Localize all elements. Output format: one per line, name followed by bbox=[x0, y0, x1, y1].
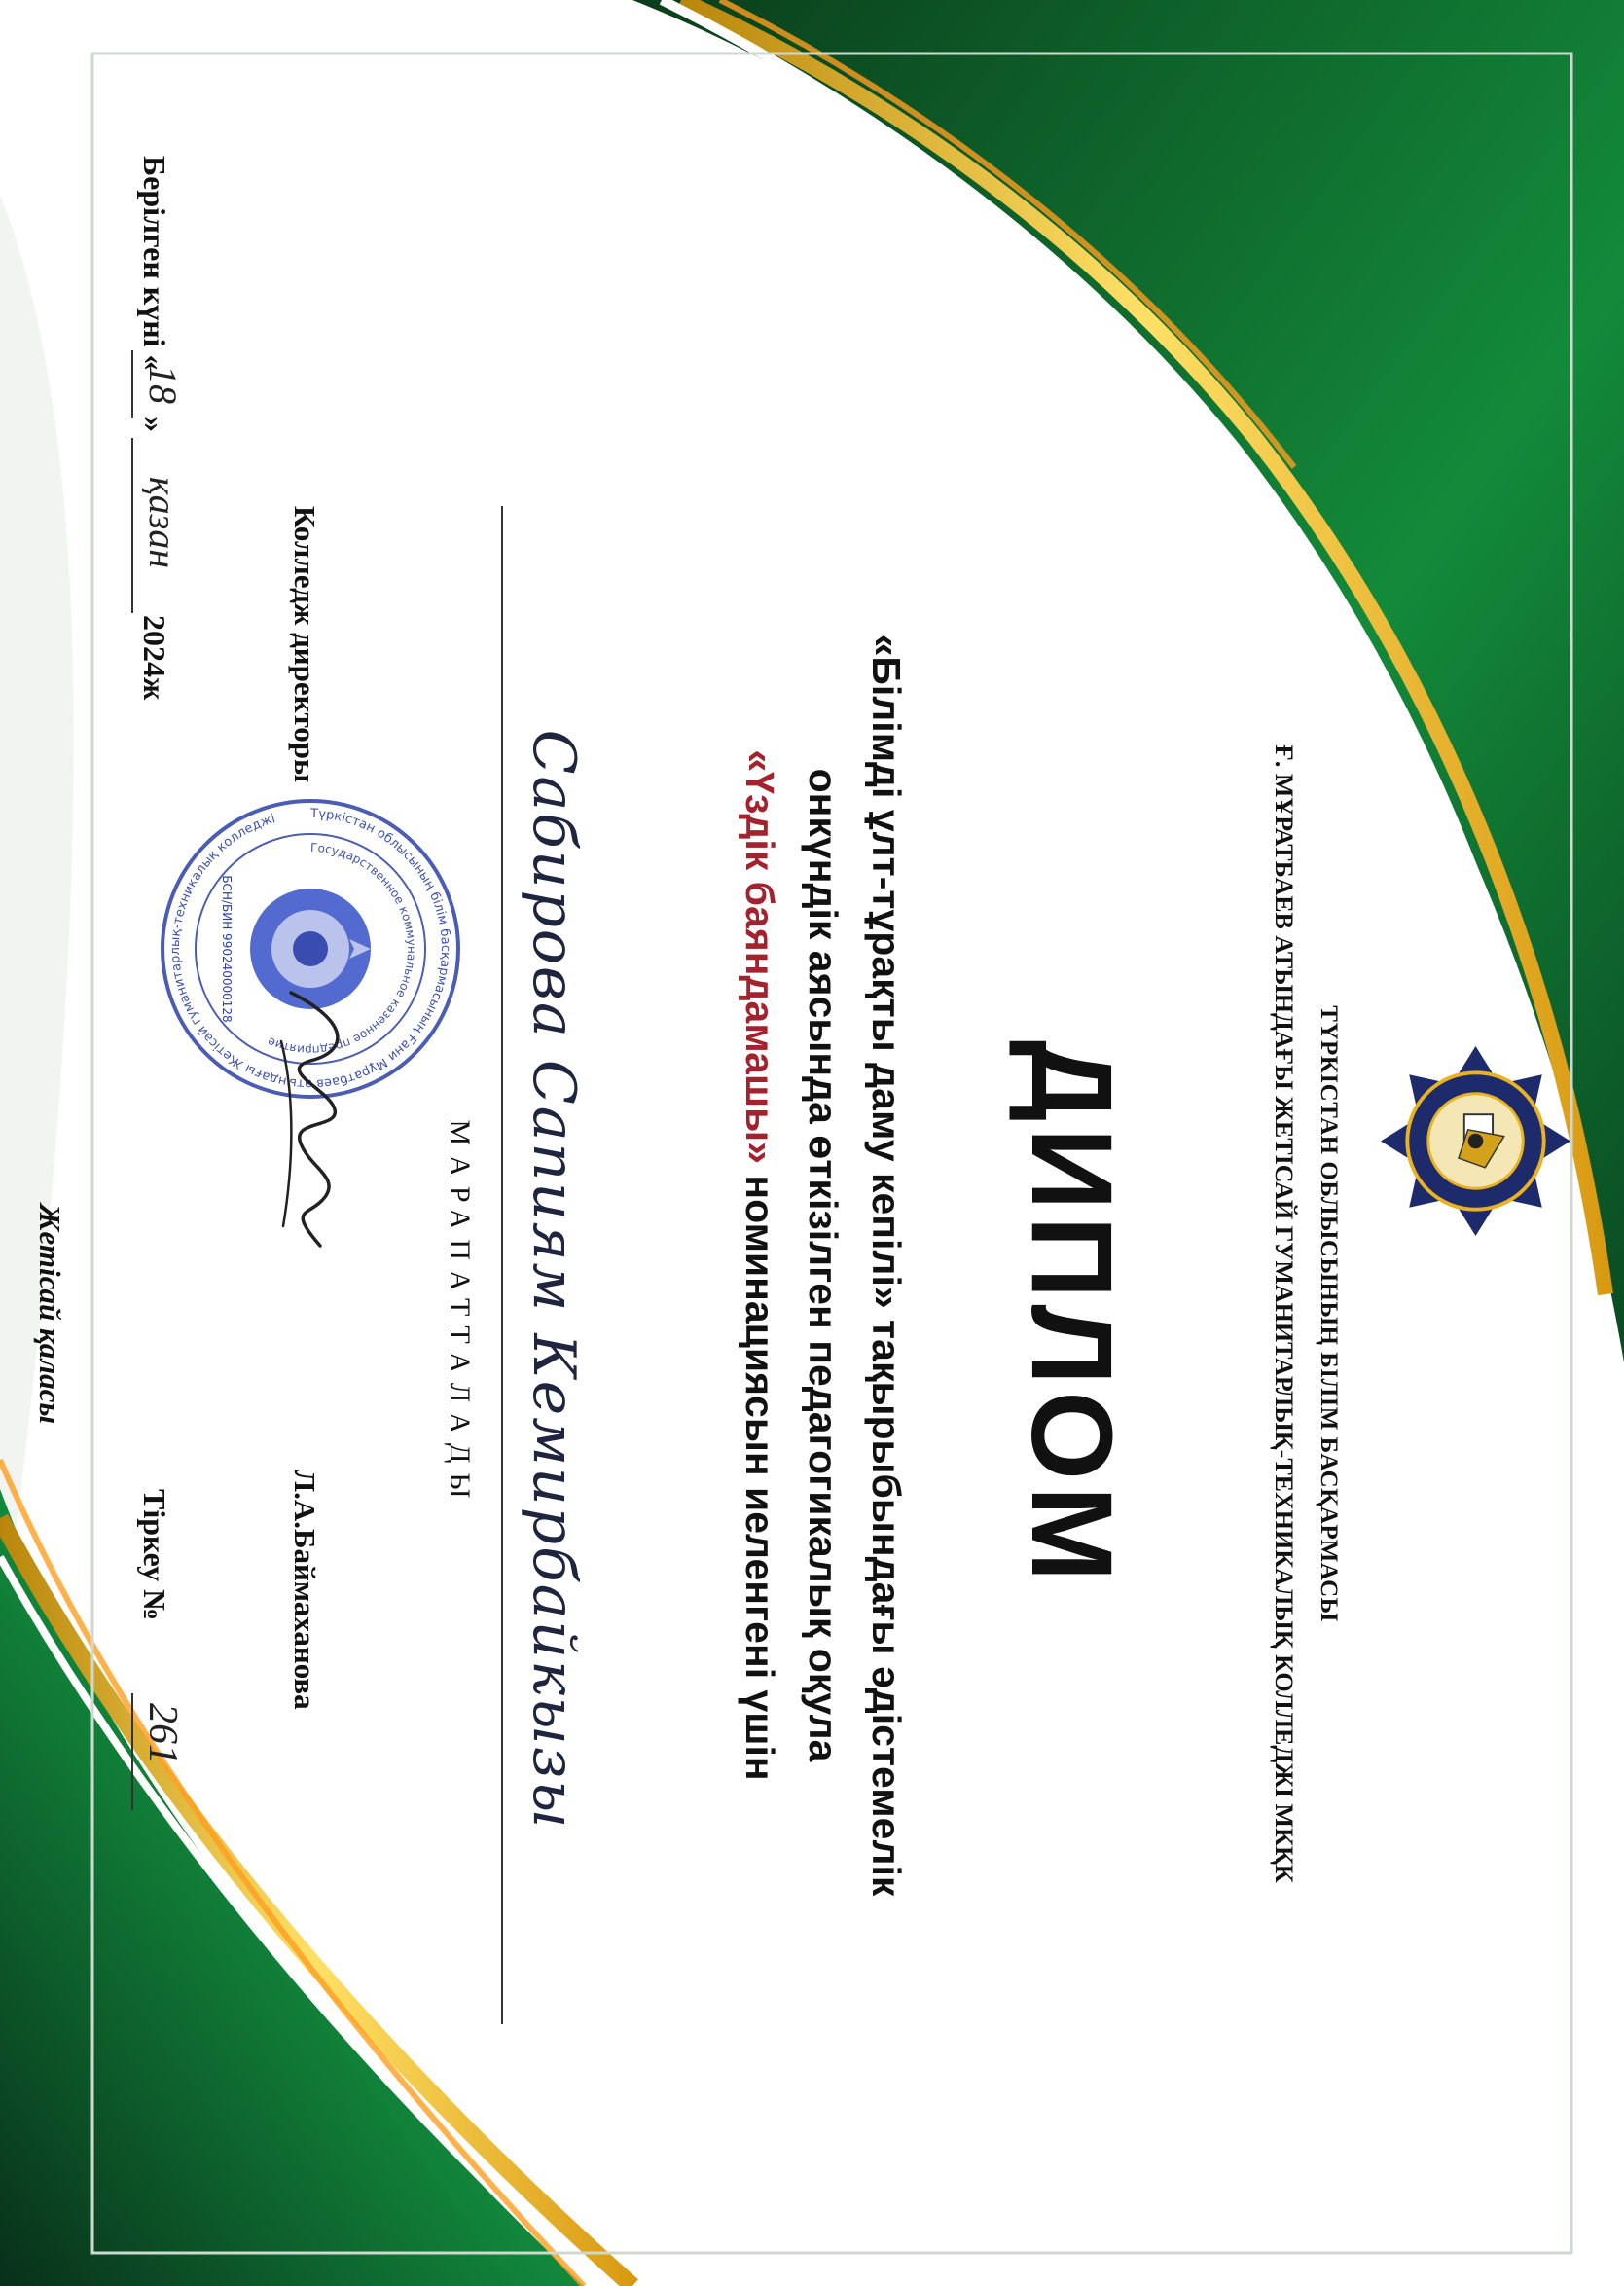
stamp-outer-text: Түркістан облысының білім басқармасының Ғани Мұратбаев атындағы Жетісай гуманитарлық-техникалық колледжі bbox=[167, 806, 453, 1092]
registration-label: Тіркеу № bbox=[137, 1489, 172, 1621]
awarded-label: МАРАПАТТАЛАДЫ bbox=[444, 1119, 476, 1508]
recipient-name: Сабирова Сапиям Кемирбайкызы bbox=[520, 729, 588, 1831]
issue-date-year: 2024ж bbox=[137, 615, 172, 701]
director-name: Л.А.Баймаханова bbox=[288, 1470, 322, 1710]
city-name: Жетісай қаласы bbox=[33, 1204, 67, 1424]
issue-date-label: Берілген күні « bbox=[137, 156, 172, 371]
registration-underline bbox=[131, 1693, 133, 1810]
org-line-1: ТҮРКІСТАН ОБЛЫСЫНЫҢ БІЛІМ БАСҚАРМАСЫ bbox=[1316, 1005, 1342, 1622]
stamp-inner-text: Государственное коммунальное казенное предприятие bbox=[265, 840, 419, 1058]
director-signature bbox=[262, 983, 369, 1255]
registration-number: 261 bbox=[140, 1703, 185, 1764]
issue-date-close-quote: » bbox=[137, 417, 172, 432]
diploma-title: ДИПЛОМ bbox=[1007, 1039, 1136, 1588]
body-line-1: «Білімді ұлт-тұрақты даму кепілі» тақырыбындағы әдістемелік bbox=[864, 634, 909, 1897]
nomination-name: «Үздік баяндамашы» bbox=[738, 749, 782, 1164]
stamp-bin: БСН/БИН 990240000128 bbox=[220, 875, 234, 1023]
director-label: Колледж директоры bbox=[288, 506, 322, 783]
body-line-2: онкүндік аясында өткізілген педагогикалық оқула bbox=[801, 768, 846, 1762]
body-line-3 bbox=[737, 438, 782, 2092]
day-underline bbox=[131, 350, 133, 418]
recipient-underline bbox=[501, 506, 503, 2024]
issue-date-day: 18 bbox=[141, 365, 185, 404]
college-logo-icon bbox=[1381, 1046, 1570, 1236]
org-line-2: Ғ. МҰРАТБАЕВ АТЫНДАҒЫ ЖЕТІСАЙ ГУМАНИТАРЛЫҚ-ТЕХНИКАЛЫҚ КОЛЛЕДЖІ МКҚК bbox=[1270, 744, 1298, 1883]
nomination-suffix: номинациясын иеленгені үшін bbox=[738, 1163, 782, 1781]
month-underline bbox=[131, 438, 133, 613]
issue-date-month: қазан bbox=[141, 476, 185, 569]
